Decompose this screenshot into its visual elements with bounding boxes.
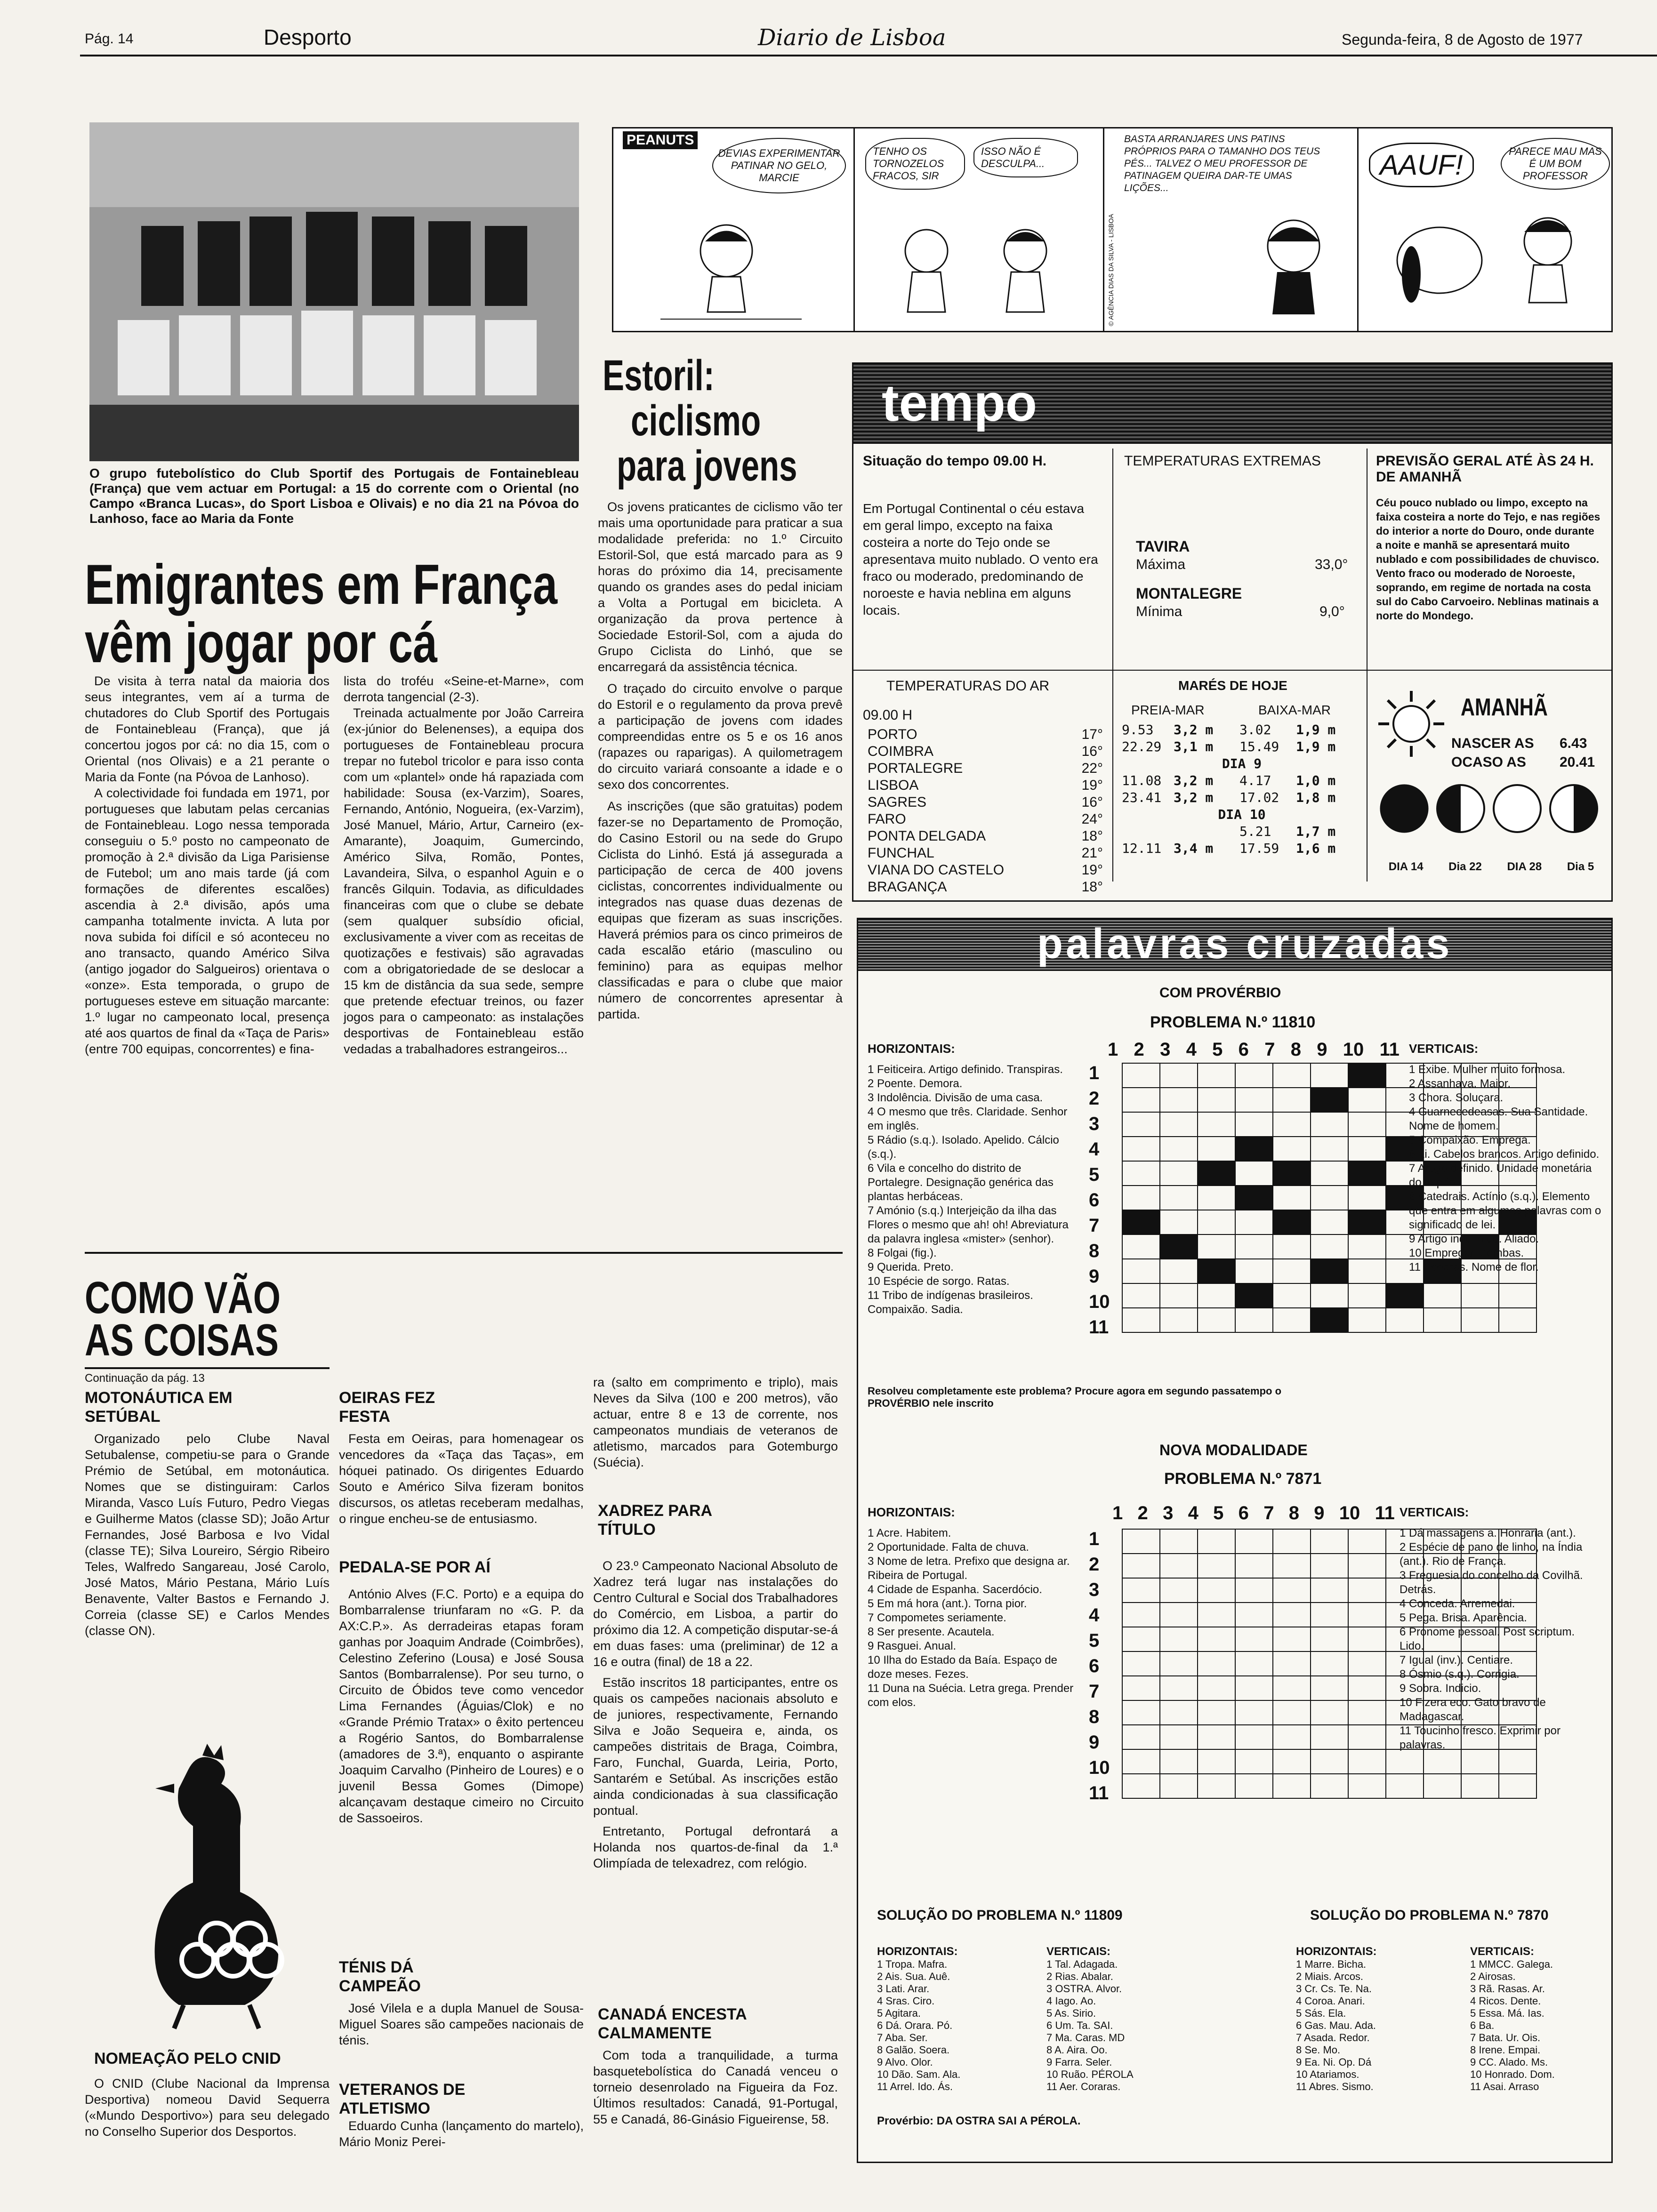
clue: 4 Conceda. Arremedai. (1400, 1597, 1515, 1610)
solution: 1 MMCC. Galega. (1470, 1958, 1553, 1970)
sol2-h (1296, 1958, 1376, 2093)
motonautica-body (85, 1431, 330, 1639)
xadrez-text-2: Estão inscritos 18 participantes, entre os quais os campeões nacionais absoluto e de juniores, respectivamente, Fernando Silva e João Sequeira e, ainda, os campeões distritais de Braga, Coimbra, Faro, Funchal, Guarda, Leiria, Porto, Santarém e Setúbal. As inscrições estão ainda condicionadas à sua classificação pontual. (593, 1675, 838, 1818)
section-title: Desporto (264, 25, 352, 49)
peanuts-logo: PEANUTS (623, 131, 698, 149)
solution: 5 Agitara. (877, 2007, 921, 2019)
weather-vrule-1 (1112, 449, 1113, 882)
estoril-body (598, 499, 843, 1022)
clue: 10 Fizera eco. Gato bravo de Madagascar. (1400, 1696, 1546, 1723)
montalegre-label: MONTALEGRE (1136, 585, 1242, 602)
clues-v1 (1409, 1063, 1602, 1274)
nascer-label: NASCER AS (1451, 736, 1534, 751)
clue: 7 Artigo definido. Unidade monetária do Japão. (1409, 1162, 1592, 1189)
clue: 5 Compaixão. Emprega. (1409, 1134, 1531, 1146)
clue: 9 Artigo indefinido. Aliado. (1409, 1233, 1539, 1245)
clue: 3 Indolência. Divisão de uma casa. (868, 1091, 1043, 1104)
clue: 9 Querida. Preto. (868, 1261, 954, 1274)
clue: 10 Espécie de sorgo. Ratas. (868, 1275, 1010, 1288)
clue: 9 Rasguei. Anual. (868, 1640, 957, 1652)
amanha-label: AMANHÃ (1461, 694, 1548, 721)
clue: 8 Folgai (fig.). (868, 1247, 937, 1259)
peanuts-strip (612, 127, 1613, 332)
canada-title: CANADÁ ENCESTA CALMAMENTE (598, 2005, 747, 2042)
clue: 11 Toucinho fresco. Exprimir por palavras. (1400, 1724, 1560, 1751)
mares-time: 23.41 (1122, 790, 1162, 805)
mares-time (1122, 823, 1174, 840)
mares-height: 3,2 m (1174, 773, 1214, 788)
bubble-4: BASTA ARRANJARES UNS PATINS PRÓPRIOS PARA O TAMANHO DOS TEUS PÉS... TALVEZ O MEU PROFESSOR DE PATINAGEM QUEIRA DAR-TE UMAS LIÇÕES... (1124, 134, 1320, 193)
solution: 5 Essa. Má. Ias. (1470, 2007, 1544, 2019)
solution: 4 Iago. Ao. (1046, 1995, 1096, 2007)
clue: 2 Espécie de pano de linho, na Índia (ant.). Rio de França. (1400, 1541, 1583, 1568)
clue: 11 Tribo de indígenas brasileiros. Compaixão. Sadia. (868, 1289, 1033, 1316)
page-number: Pág. 14 (85, 31, 134, 47)
mares-height: 1,7 m (1296, 824, 1336, 839)
ar-city: BRAGANÇA (868, 879, 947, 895)
peppermint-marcie-figures (875, 223, 1082, 326)
mares-time: 17.59 (1239, 841, 1279, 856)
moon-label: Dia 5 (1567, 860, 1594, 873)
solution: 11 Abres. Sismo. (1296, 2081, 1374, 2092)
clue: 1 Acre. Habitem. (868, 1527, 951, 1539)
clue: 9 Sobra. Indicio. (1400, 1682, 1481, 1695)
cnid-title: NOMEAÇÃO PELO CNID (94, 2050, 281, 2068)
emigrants-headline-line2: vêm jogar por cá (85, 611, 438, 674)
clue: 6 Vila e concelho do distrito de Portalegre. Designação genérica das plantas herbáceas. (868, 1162, 1054, 1203)
mares-day: DIA 10 (1218, 807, 1266, 822)
clue: 2 Oportunidade. Falta de chuva. (868, 1541, 1029, 1554)
mares-time: 15.49 (1239, 739, 1279, 754)
canada-body (593, 2047, 838, 2127)
tavira-max-label: Máxima (1136, 557, 1186, 572)
ar-city: SAGRES (868, 794, 927, 810)
mares-table (1122, 721, 1362, 857)
solution: 9 CC. Alado. Ms. (1470, 2056, 1548, 2068)
mares-time: 12.11 (1122, 841, 1162, 856)
solution: 3 OSTRA. Alvor. (1046, 1983, 1122, 1995)
horizontais-label-1: HORIZONTAIS: (868, 1042, 955, 1056)
weather-title-bar (853, 364, 1611, 444)
ar-city: PONTA DELGADA (868, 828, 986, 844)
sol1-h (877, 1958, 960, 2093)
solution: 4 Coroa. Anari. (1296, 1995, 1365, 2007)
montalegre-value: 9,0° (1319, 604, 1345, 619)
ar-temp: 24° (1081, 811, 1103, 827)
solution: 10 Honrado. Dom. (1470, 2068, 1555, 2080)
sol2-v (1470, 1958, 1555, 2093)
solution: 4 Ricos. Dente. (1470, 1995, 1541, 2007)
section-rule (85, 1252, 843, 1254)
ar-row (868, 879, 1103, 896)
solution: 11 Aer. Coraras. (1046, 2081, 1121, 2092)
veteranos-cont (593, 1374, 838, 1470)
proverbio: Provérbio: DA OSTRA SAI A PÉROLA. (877, 2115, 1081, 2127)
motonautica-title: MOTONÁUTICA EM SETÚBAL (85, 1389, 233, 1426)
clue: 3 Freguesia do concelho da Covilhã. Detrás. (1400, 1569, 1583, 1596)
xadrez-body (593, 1558, 838, 1871)
clue: 4 Guarnecedeasas. Sua Santidade. Nome de homem. (1409, 1106, 1588, 1132)
emigrants-col1 (85, 673, 330, 1057)
team-photo-figures (89, 122, 579, 461)
solution: 2 Rias. Abalar. (1046, 1971, 1113, 1982)
estoril-headline-line3: para jovens (617, 442, 797, 490)
marcie-figure (660, 218, 802, 326)
mares-height: 1,0 m (1296, 773, 1336, 788)
ar-temp: 17° (1081, 727, 1103, 742)
tenis-body (339, 2000, 584, 2048)
veteranos-text: Eduardo Cunha (lançamento do martelo), Mário Moniz Perei- (339, 2119, 584, 2149)
clue: 2 Poente. Demora. (868, 1077, 963, 1090)
estoril-p1: Os jovens praticantes de ciclismo vão ter mais uma oportunidade para praticar a sua modalidade preferida: no 1.º Circuito Estoril-Sol, que está marcado para as 9 horas do próximo dia 14, precisamente quando os grandes ases do pedal iniciam a Volta a Portugal em bicicleta. A organização da prova pertence à Sociedade Estoril-Sol, com a ajuda do Grupo Ciclista do Linhó, que se encarregará da assistência técnica. (598, 500, 843, 674)
cnid-body (85, 2076, 330, 2140)
ar-temp: 18° (1081, 828, 1103, 844)
sol2-v-label: VERTICAIS: (1470, 1945, 1535, 1958)
clue: 4 Cidade de Espanha. Sacerdócio. (868, 1583, 1042, 1596)
crossword-note: Resolveu completamente este problema? Procure agora em segundo passatempo o PROVÉRBIO nele inscrito (868, 1385, 1282, 1409)
veteranos-cont-text: ra (salto em comprimento e triplo), mais Neves da Silva (100 e 200 metros), vão actuar, entre 8 e 13 de corrente, nos campeonatos mundiais de veteranos de atletismo, marcados para Gotemburgo (Suécia). (593, 1375, 838, 1469)
oeiras-body (339, 1431, 584, 1527)
solution: 9 Farra. Seler. (1046, 2056, 1112, 2068)
solution: 8 A. Aira. Oo. (1046, 2044, 1108, 2056)
mares-height: 1,9 m (1296, 739, 1336, 754)
preia-label: PREIA-MAR (1131, 703, 1205, 717)
ar-row (868, 794, 1103, 811)
bubble-5: AAUF! (1369, 143, 1474, 187)
canada-text: Com toda a tranquilidade, a turma basquetebolística do Canadá venceu o torneio desenrolado na Figueira da Foz. Últimos resultados: Canadá, 91-Portugal, 55 e Canadá, 86-Ginásio Figueirense, 58. (593, 2048, 838, 2126)
solution: 3 Cr. Cs. Te. Na. (1296, 1983, 1372, 1995)
clue: 3 Chora. Soluçara. (1409, 1091, 1504, 1104)
solution: 3 Lati. Arar. (877, 1983, 930, 1995)
ar-title: TEMPERATURAS DO AR (886, 678, 1050, 694)
sol2-h-label: HORIZONTAIS: (1296, 1945, 1377, 1958)
pedala-text: António Alves (F.C. Porto) e a equipa do Bombarralense triunfaram no «G. P. da AX:C.P.». As derradeiras etapas foram ganhas por Joaquim Andrade (Coimbrões), Celestino Zeferino (Lousa) e José Sousa Santos (Bombarralense). Por seu turno, o Circuito de Óbidos teve como vencedor Lima Fernandes (Águias/Clok) e no «Grande Prémio Tratax» o êxito pertenceu a Rogério Santos, do Bombarralense (amadores de 3.ª), enquanto o aspirante Joaquim Carvalho (Pinheiro de Loures) e o juvenil Bessa Gomes (Dimope) alcançavam destaque cimeiro no Circuito de Sassoeiros. (339, 1587, 584, 1825)
bubble-6: PARECE MAU MAS É UM BOM PROFESSOR (1501, 138, 1610, 190)
mares-time: 5.21 (1239, 824, 1271, 839)
clue: 2 Assanhava. Maior. (1409, 1077, 1511, 1090)
crossword-title: palavras cruzadas (1037, 921, 1453, 968)
emigrants-headline (85, 555, 584, 672)
solution: 5 Sás. Ela. (1296, 2007, 1346, 2019)
solution: 6 Dá. Orara. Pó. (877, 2020, 953, 2031)
grid2-col-numbers: 1 2 3 4 5 6 7 8 9 10 11 (1112, 1503, 1395, 1523)
photo-caption: O grupo futebolístico do Club Sportif des Portugais de Fontainebleau (França) que vem actuar em Portugal: a 15 do corrente com o Oriental (no Campo «Branca Lucas», do Sport Lisboa e Olivais) e no dia 21 na Póvoa do Lanhoso, face ao Maria da Fonte (89, 466, 579, 526)
clue: 8 Catedrais. Actínio (s.q.). Elemento que entra em algumas palavras com o significado de lei. (1409, 1190, 1601, 1231)
ocaso-label: OCASO AS (1451, 754, 1526, 770)
solution: 2 Airosas. (1470, 1971, 1516, 1982)
problem2-title: PROBLEMA N.º 7871 (1164, 1470, 1322, 1488)
solution: 6 Um. Ta. SAI. (1046, 2020, 1113, 2031)
ar-temp: 16° (1081, 794, 1103, 810)
estoril-p3: As inscrições (que são gratuitas) podem fazer-se no Departamento de Promoção, do Casino Estoril ou na sede do Grupo Ciclista do Linhó. Está já assegurada a participação de cerca de 400 jovens ciclistas, concorrentes individualmente ou integrados nas quase duas dezenas de equipas que fizeram as suas inscrições. Haverá prémios para os cinco primeiros de cada escalão etário (masculino ou feminino) para as equipas melhor classificadas e para o clube que maior número de concorrentes apresentar à partida. (598, 799, 843, 1021)
ar-temp: 18° (1081, 879, 1103, 895)
header-rule (80, 55, 1657, 56)
estoril-p2: O traçado do circuito envolve o parque do Estoril e o regulamento da prova prevê a participação de jovens com idades compreendidas entre os 5 e os 16 anos (rapazes ou raparigas). A quilometragem do circuito variará consoante a idade e o sexo dos concorrentes. (598, 681, 843, 792)
masthead: Diario de Lisboa (758, 24, 946, 51)
clue: 4 O mesmo que três. Claridade. Senhor em inglês. (868, 1106, 1068, 1132)
solution: 2 Miais. Arcos. (1296, 1971, 1364, 1982)
moon-label: DIA 28 (1507, 860, 1542, 873)
solution: 1 Tropa. Mafra. (877, 1958, 948, 1970)
solution: 8 Se. Mo. (1296, 2044, 1341, 2056)
solution: 6 Ba. (1470, 2020, 1495, 2031)
clue: 1 Dá massagens a. Honraria (ant.). (1400, 1527, 1576, 1539)
solution: 9 Alvo. Olor. (877, 2056, 933, 2068)
moon-labels (1376, 860, 1607, 874)
verticais-label-1: VERTICAIS: (1409, 1042, 1479, 1056)
ar-row (868, 777, 1103, 794)
problem1-title: PROBLEMA N.º 11810 (1150, 1013, 1316, 1031)
solution: 4 Sras. Ciro. (877, 1995, 935, 2007)
clue: 6 Li. Cabelos brancos. Artigo definido. (1409, 1148, 1600, 1161)
panel-4 (1359, 128, 1609, 331)
sol1-h-label: HORIZONTAIS: (877, 1945, 958, 1958)
peppermint-patty-figure (1162, 213, 1341, 326)
mares-row (1122, 738, 1362, 755)
bubble-2: TENHO OS TORNOZELOS FRACOS, SIR (865, 138, 965, 190)
panel-2 (856, 128, 1104, 331)
estoril-headline-line2: ciclismo (631, 397, 761, 445)
clue: 7 Amónio (s.q.) Interjeição da ilha das Flores o mesmo que ah! oh! Abreviatura da palavra inglesa «mister» (senhor). (868, 1204, 1069, 1245)
crossword-subtitle: COM PROVÉRBIO (1159, 985, 1281, 1001)
mares-day: DIA 9 (1222, 756, 1262, 771)
ar-row (868, 845, 1103, 862)
tavira-value: 33,0° (1315, 557, 1348, 572)
clue: 5 Em má hora (ant.). Torna pior. (868, 1597, 1027, 1610)
mares-row (1122, 772, 1362, 789)
solution: 11 Asai. Arraso (1470, 2081, 1539, 2092)
mares-time: 17.02 (1239, 790, 1279, 805)
grid1-row-numbers: 1 2 3 4 5 6 7 8 9 10 11 (1089, 1063, 1110, 1338)
panel-3 (1105, 128, 1359, 331)
ar-time: 09.00 H (863, 707, 913, 723)
solution: 1 Marre. Bicha. (1296, 1958, 1367, 1970)
solution: 1 Tal. Adagada. (1046, 1958, 1118, 1970)
ar-city: PORTO (868, 727, 917, 742)
bubble-3: ISSO NÃO É DESCULPA... (973, 138, 1078, 177)
solution1-title: SOLUÇÃO DO PROBLEMA N.º 11809 (877, 1907, 1123, 1923)
xadrez-text-3: Entretanto, Portugal defrontará a Holanda nos quartos-de-final da 1.ª Olimpíada de telexadrez, com relógio. (593, 1824, 838, 1870)
baixa-label: BAIXA-MAR (1258, 703, 1331, 717)
solution: 8 Irene. Empai. (1470, 2044, 1541, 2056)
emigrants-p2: A colectividade foi fundada em 1971, por portugueses que labutam pelas cercanias de Fontainebleau. Logo nessa temporada conseguiu o 5.º posto no campeonato de promoção à 2.ª divisão da Liga Parisiense de Futebol; um ano mais tarde (já com formações de diferentes escalões) ascendia à 2.ª divisão, após uma campanha totalmente invicta. A luta por nova subida foi difícil e só aconteceu no ano transacto, quando Américo Silva (antigo jogador do Salgueiros) orientava o «onze». Esta temporada, o grupo de portugueses esteve em situação marcante: 1.º lugar no campeonato local, presença até aos quartos de final da «Taça de Paris» (entre 700 equipas, concorrentes) e fina- (85, 786, 330, 1056)
moon-label: Dia 22 (1448, 860, 1482, 873)
emigrants-headline-line1: Emigrantes em França (85, 553, 558, 616)
grid2-row-numbers: 1 2 3 4 5 6 7 8 9 10 11 (1089, 1529, 1110, 1803)
oeiras-title: OEIRAS FEZ FESTA (339, 1389, 435, 1426)
mares-time: 4.17 (1239, 773, 1271, 788)
mares-row (1122, 823, 1362, 840)
ar-city: FARO (868, 811, 906, 827)
weather-title: tempo (882, 374, 1037, 432)
solution: 5 As. Sirio. (1046, 2007, 1096, 2019)
oeiras-text: Festa em Oeiras, para homenagear os vencedores da «Taça das Taças», em hóquei patinado. Os dirigentes Eduardo Souto e Américo Silva fizeram bonitos discursos, os atletas receberam medalhas, o ringue encheu-se de entusiasmo. (339, 1432, 584, 1526)
mares-height: 3,1 m (1174, 739, 1214, 754)
mares-row (1122, 721, 1362, 738)
estoril-headline-line1: Estoril: (603, 352, 715, 400)
solution: 10 Dão. Sam. Ala. (877, 2068, 961, 2080)
mares-height: 3,4 m (1174, 841, 1214, 856)
clue: 1 Exibe. Mulher muito formosa. (1409, 1063, 1566, 1076)
date: Segunda-feira, 8 de Agosto de 1977 (1342, 31, 1583, 48)
nova-modalidade: NOVA MODALIDADE (1159, 1442, 1308, 1459)
pedala-title: PEDALA-SE POR AÍ (339, 1558, 491, 1576)
solution: 7 Aba. Ser. (877, 2032, 928, 2044)
clue: 8 Ser presente. Acautela. (868, 1626, 995, 1638)
ar-row (868, 726, 1103, 743)
ar-city: LISBOA (868, 777, 919, 793)
solution: 2 Ais. Sua. Auê. (877, 1971, 950, 1982)
como-title-2: AS COISAS (85, 1315, 279, 1365)
solution: 7 Bata. Ur. Ois. (1470, 2032, 1541, 2044)
clue: 10 Ilha do Estado da Baía. Espaço de doze meses. Fezes. (868, 1654, 1057, 1681)
clue: 8 Ósmio (s.q.). Corrigia. (1400, 1668, 1520, 1681)
emigrants-p1: De visita à terra natal da maioria dos seus integrantes, vem aí a turma de chutadores do Club Sportif des Portugais de Fontainebleau (França), que já concertou jogos por cá: no dia 15, com o Oriental (nos Olivais) e a 21 perante o Maria da Fonte (na Póvoa de Lanhoso). (85, 674, 330, 784)
solution: 8 Galão. Soera. (877, 2044, 950, 2056)
mares-time: 11.08 (1122, 773, 1162, 788)
comic-credit: © AGÊNCIA DIAS DA SILVA - LISBOA (1107, 214, 1115, 326)
previsao-title: PREVISÃO GERAL ATÉ ÀS 24 H. DE AMANHÃ (1376, 453, 1594, 485)
clues-v2 (1400, 1526, 1602, 1752)
estoril-headline (603, 353, 847, 489)
clue: 10 Empregar. Zombas. (1409, 1247, 1524, 1259)
mares-height: 3,2 m (1174, 722, 1214, 737)
mares-row (1122, 789, 1362, 806)
solution2-title: SOLUÇÃO DO PROBLEMA N.º 7870 (1310, 1907, 1549, 1923)
xadrez-text-1: O 23.º Campeonato Nacional Absoluto de Xadrez terá lugar nas instalações do Centro Cultural e Social dos Trabalhadores do Comércio, em Lisboa, a partir do próximo dia 12. A competição disputar-se-á em duas fases: uma (preliminar) de 12 a 16 e outra (final) de 18 a 22. (593, 1559, 838, 1669)
solution: 7 Asada. Redor. (1296, 2032, 1370, 2044)
ar-temp: 22° (1081, 761, 1103, 776)
ar-row (868, 760, 1103, 777)
solution: 11 Arrel. Ido. Ás. (877, 2081, 953, 2092)
clue: 6 Pronome pessoal. Post scriptum. Lido. (1400, 1626, 1575, 1652)
ar-city: PORTALEGRE (868, 761, 963, 776)
xadrez-title: XADREZ PARA TÍTULO (598, 1502, 712, 1539)
ar-temp: 19° (1081, 862, 1103, 878)
grid1-col-numbers: 1 2 3 4 5 6 7 8 9 10 11 (1108, 1039, 1400, 1060)
situacao-title: Situação do tempo 09.00 H. (863, 453, 1047, 469)
sol1-v (1046, 1958, 1134, 2093)
solution: 10 Atariamos. (1296, 2068, 1359, 2080)
clue: 3 Nome de letra. Prefixo que designa ar. Ribeira de Portugal. (868, 1555, 1070, 1582)
tenis-text: José Vilela e a dupla Manuel de Sousa-Miguel Soares são campeões nacionais de ténis. (339, 2001, 584, 2047)
clue: 5 Rádio (s.q.). Isolado. Apelido. Cálcio (s.q.). (868, 1134, 1059, 1161)
mares-title: MARÉS DE HOJE (1178, 678, 1287, 693)
clue: 11 Duna na Suécia. Letra grega. Prender com elos. (868, 1682, 1074, 1709)
weather-hrule (853, 670, 1611, 671)
sun-icon (1376, 689, 1447, 759)
panel-1 (613, 128, 855, 331)
como-rule (85, 1367, 330, 1369)
tenis-title: TÉNIS DÁ CAMPEÃO (339, 1958, 421, 1995)
mares-time: 22.29 (1122, 739, 1162, 754)
ar-row (868, 828, 1103, 845)
ar-row (868, 862, 1103, 879)
ocaso-value: 20.41 (1560, 754, 1595, 770)
motonautica-text: Organizado pelo Clube Naval Setubalense, competiu-se para o Grande Prémio de Setúbal, em motonáutica. Nomes que se distinguiram: Carlos Miranda, Vasco Luís Futuro, Pedro Viegas e Guilherme Matos (classe SD); João Artur Fernandes, José Barbosa e Ivo Vidal (classe TE); Silva Loureiro, Sérgio Ribeiro Teles, Walfredo Sangareau, José Carolo, José Matos, Mário Pestana, Mário Luís Benavente, Valter Bastos e Fernando J. Correia (classe SE) e Carlos Mendes (classe ON). (85, 1432, 330, 1638)
mares-row (1122, 840, 1362, 857)
mares-height: 1,9 m (1296, 722, 1336, 737)
ar-list (868, 726, 1103, 896)
montalegre-min-label: Mínima (1136, 604, 1182, 619)
ar-row (868, 743, 1103, 760)
solution: 10 Ruão. PÉROLA (1046, 2068, 1134, 2080)
verticais-label-2: VERTICAIS: (1400, 1505, 1469, 1519)
previsao-text: Céu pouco nublado ou limpo, excepto na faixa costeira a norte do Tejo, e nas regiões do interior a norte do Douro, onde durante a noite e manhã se apresentará muito nublado e com possibilidades de chuvisco. Vento fraco ou moderado de Noroeste, soprando, em regime de nortada na costa sul do Cabo Carvoeiro. Neblinas matinais a norte do Mondego. (1376, 497, 1601, 622)
pedala-body (339, 1586, 584, 1826)
team-photo (89, 122, 579, 461)
clues-h1 (868, 1063, 1079, 1317)
situacao-text: Em Portugal Continental o céu estava em geral limpo, excepto na faixa costeira a norte do Tejo onde se apresentava muito nublado. O vento era fraco ou moderado, predominando de noroeste e havia neblina em alguns locais. (863, 501, 1098, 617)
extremas-title: TEMPERATURAS EXTREMAS (1124, 453, 1321, 469)
emigrants-p3: lista do troféu «Seine-et-Marne», com derrota tangencial (2-3). (344, 674, 584, 704)
moon-phases-icon (1376, 783, 1607, 839)
veteranos-body (339, 2118, 584, 2150)
solution: 6 Gas. Mau. Ada. (1296, 2020, 1376, 2031)
mares-time: 3.02 (1239, 722, 1271, 737)
tavira-label: TAVIRA (1136, 538, 1190, 555)
clue: 5 Pega. Brisa. Aparência. (1400, 1611, 1527, 1624)
mares-height: 1,8 m (1296, 790, 1336, 805)
sol1-v-label: VERTICAIS: (1046, 1945, 1111, 1958)
moon-label: DIA 14 (1388, 860, 1424, 873)
clue: 11 Ecoaras. Nome de flor. (1409, 1261, 1539, 1274)
ar-row (868, 811, 1103, 828)
ar-temp: 16° (1081, 744, 1103, 759)
ar-city: VIANA DO CASTELO (868, 862, 1005, 878)
ar-temp: 21° (1081, 845, 1103, 861)
horizontais-label-2: HORIZONTAIS: (868, 1505, 955, 1519)
clue: 1 Feiticeira. Artigo definido. Transpiras. (868, 1063, 1063, 1076)
olympic-rooster-icon (122, 1741, 311, 2033)
cnid-text: O CNID (Clube Nacional da Imprensa Desportiva) nomeou David Sequerra («Mundo Desportivo») para seu delegado no Conselho Superior dos Desportos. (85, 2076, 330, 2139)
mares-height (1174, 823, 1239, 840)
ar-city: COIMBRA (868, 744, 934, 759)
clues-h2 (868, 1526, 1079, 1710)
clue: 7 Igual (inv.). Centiare. (1400, 1654, 1513, 1667)
snoopy-figure (1378, 208, 1595, 326)
como-title-1: COMO VÃO (85, 1273, 281, 1323)
crossword-title-bar (858, 919, 1611, 971)
veteranos-title: VETERANOS DE ATLETISMO (339, 2081, 466, 2117)
solution: 3 Rã. Rasas. Ar. (1470, 1983, 1545, 1995)
weather-box (852, 362, 1613, 902)
mares-height: 3,2 m (1174, 790, 1214, 805)
solution: 9 Ea. Ni. Op. Dá (1296, 2056, 1372, 2068)
ar-city: FUNCHAL (868, 845, 934, 861)
ar-temp: 19° (1081, 777, 1103, 793)
crossword-box (857, 918, 1613, 2163)
clue: 7 Compometes seriamente. (868, 1611, 1006, 1624)
mares-height: 1,6 m (1296, 841, 1336, 856)
continuation: Continuação da pág. 13 (85, 1372, 205, 1385)
bubble-1: DEVIAS EXPERIMENTAR PATINAR NO GELO, MARCIE (712, 138, 846, 193)
emigrants-p4: Treinada actualmente por João Carreira (ex-júnior do Belenenses), a equipa dos portugueses de Fontainebleau procura trepar no futebol tricolor e para isso conta com um «plantel» onde há rapaziada com habilidade: Sousa (ex-Varzim), Soares, Fernando, António, Nogueira, (ex-Varzim), José Manuel, Mário, Artur, Carneiro (ex-Amarante), Joaquim, Gumercindo, Américo Silva, Romão, Pontes, Lavandeira, Silva, o espanhol Aguin e o francês Gilquin. Todavia, as dificuldades financeiras com que o clube se debate (sem qualquer subsídio oficial, exclusivamente a viver com as receitas de quotizações e festivais) são agravadas com a obrigatoriedade de se deslocar a 15 km de distância da sua sede, sempre que pretende efectuar treinos, ou fazer jogos para o campeonato: as instalações desportivas de Fontainebleau estão vedadas a trabalhadores estrangeiros... (344, 706, 584, 1056)
mares-time: 9.53 (1122, 722, 1154, 737)
nascer-value: 6.43 (1560, 736, 1587, 751)
emigrants-col2 (344, 673, 584, 1057)
solution: 7 Ma. Caras. MD (1046, 2032, 1125, 2044)
